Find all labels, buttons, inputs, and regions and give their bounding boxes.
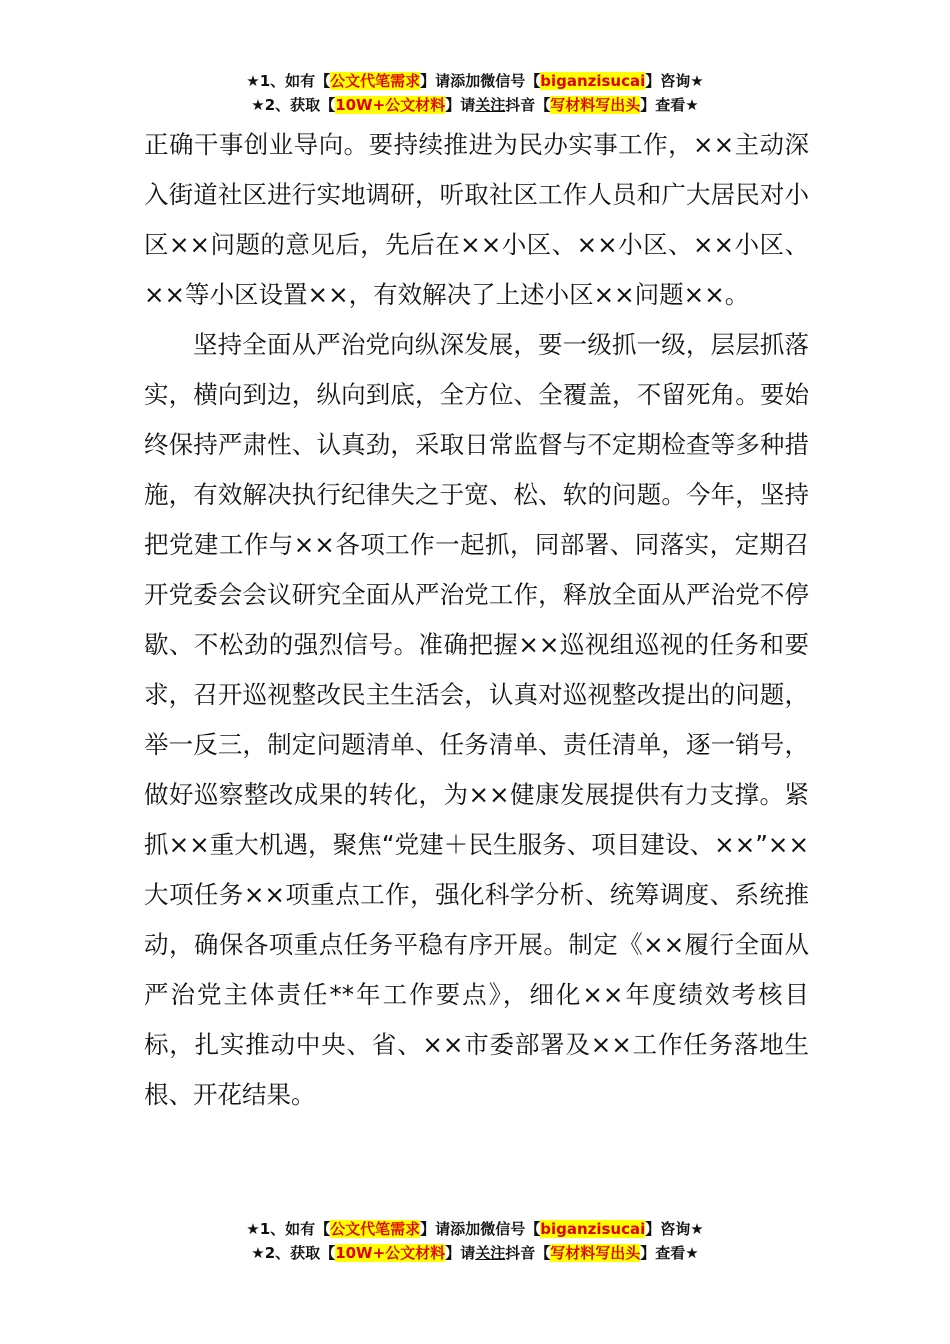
footer-banner — [0, 1217, 950, 1265]
banner-text: ★2、获取【 — [251, 96, 336, 114]
banner-emphasis: 加 — [465, 1220, 481, 1238]
banner-highlight-douyin-id: 写材料写出头 — [550, 1244, 641, 1262]
banner-text: ★1、如有【 — [246, 72, 331, 90]
banner-text: 抖音【 — [505, 96, 551, 114]
banner-text: 】请添 — [420, 1220, 466, 1238]
banner-text: 】咨询★ — [645, 72, 704, 90]
header-banner — [0, 69, 950, 117]
banner-text: 微信号【 — [480, 1220, 541, 1238]
paragraph-2: 坚持全面从严治党向纵深发展，要一级抓一级，层层抓落实，横向到边，纵向到底，全方位、全覆盖，不留死角。要始终保持严肃性、认真劲，采取日常监督与不定期检查等多种措施，有效解决执行纪律失之于宽、松、软的问题。今年，坚持把党建工作与××各项工作一起抓，同部署、同落实，定期召开党委会会议研究全面从严治党工作，释放全面从严治党不停歇、不松劲的强烈信号。准确把握××巡视组巡视的任务和要求，召开巡视整改民主生活会，认真对巡视整改提出的问题，举一反三，制定问题清单、任务清单、责任清单，逐一销号，做好巡察整改成果的转化，为××健康发展提供有力支撑。紧抓××重大机遇，聚焦“党建＋民生服务、项目建设、××”××大项任务××项重点工作，强化科学分析、统筹调度、系统推动，确保各项重点任务平稳有序开展。制定《××履行全面从严治党主体责任**年工作要点》，细化××年度绩效考核目标，扎实推动中央、省、××市委部署及××工作任务落地生根、开花结果。 — [144, 330, 809, 1109]
banner-text: 】请添 — [420, 72, 466, 90]
banner-emphasis: 关注 — [475, 1244, 506, 1262]
banner-highlight: 公文代笔需求 — [330, 1220, 421, 1238]
banner-highlight: 公文代笔需求 — [330, 72, 421, 90]
banner-line-1 — [0, 69, 950, 93]
banner-emphasis: 加 — [465, 72, 481, 90]
banner-highlight-wechat-id: biganzisucai — [540, 72, 646, 90]
banner-highlight-douyin-id: 写材料写出头 — [550, 96, 641, 114]
banner-text: ★1、如有【 — [246, 1220, 331, 1238]
banner-text: ★2、获取【 — [251, 1244, 336, 1262]
banner-text: 】请 — [445, 1244, 476, 1262]
document-body — [144, 120, 809, 1120]
banner-text: 】咨询★ — [645, 1220, 704, 1238]
banner-text: 】查看★ — [640, 96, 699, 114]
banner-highlight-wechat-id: biganzisucai — [540, 1220, 646, 1238]
banner-text: 】查看★ — [640, 1244, 699, 1262]
banner-text: 抖音【 — [505, 1244, 551, 1262]
banner-line-2 — [0, 93, 950, 117]
banner-highlight: 10W+公文材料 — [335, 96, 446, 114]
banner-line-1 — [0, 1217, 950, 1241]
banner-text: 】请 — [445, 96, 476, 114]
banner-text: 微信号【 — [480, 72, 541, 90]
paragraph-1: 正确干事创业导向。要持续推进为民办实事工作，××主动深入街道社区进行实地调研，听取社区工作人员和广大居民对小区××问题的意见后，先后在××小区、××小区、××小区、××等小区设置××，有效解决了上述小区××问题××。 — [144, 130, 809, 309]
banner-highlight: 10W+公文材料 — [335, 1244, 446, 1262]
banner-line-2 — [0, 1241, 950, 1265]
banner-emphasis: 关注 — [475, 96, 506, 114]
